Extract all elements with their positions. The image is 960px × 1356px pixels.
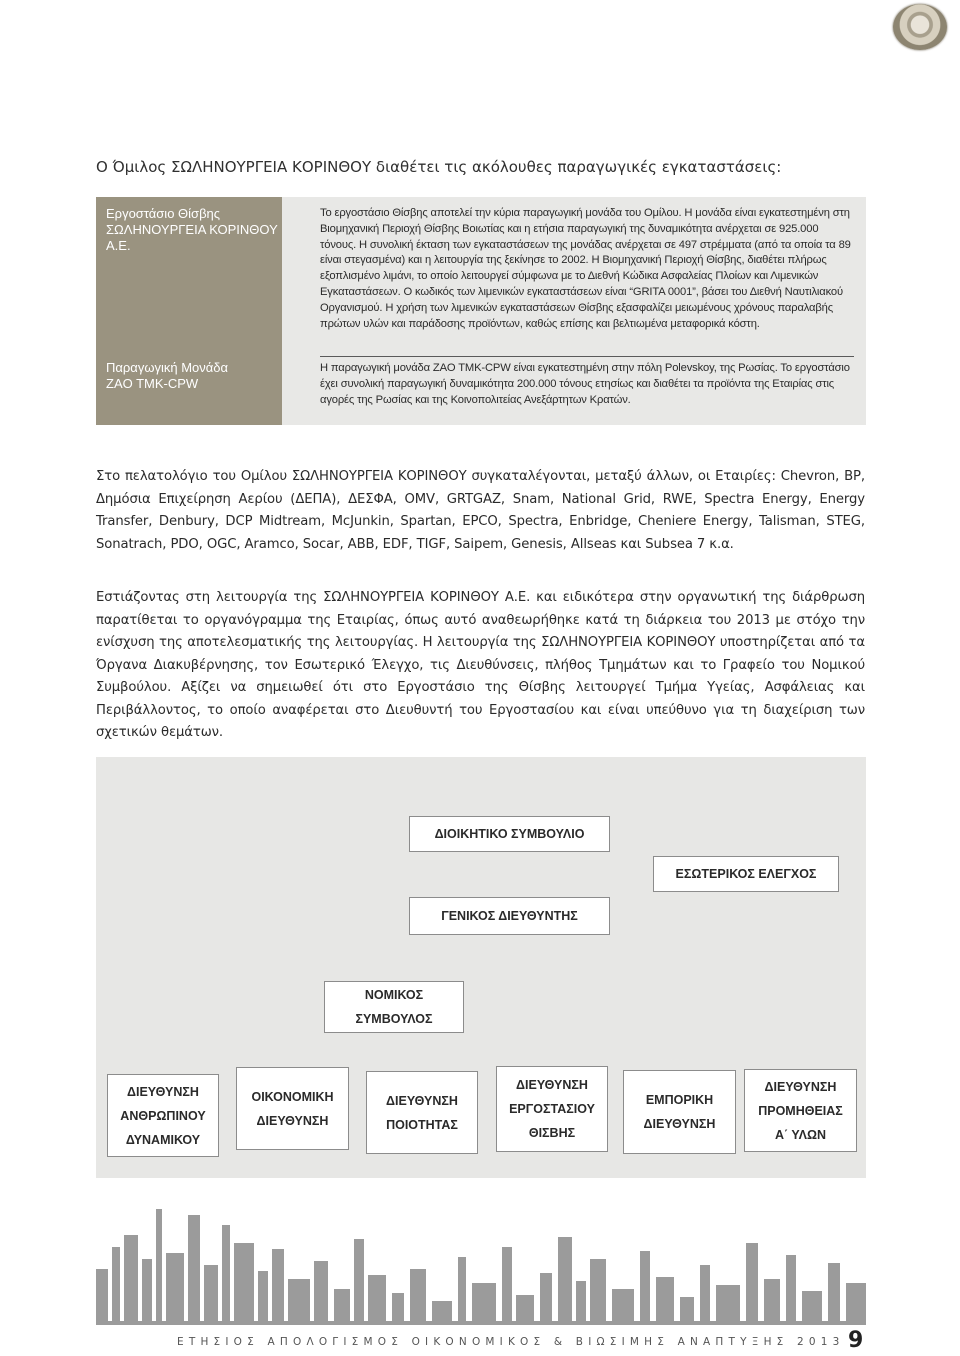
plant-title-thisvi: Εργοστάσιο Θίσβης ΣΩΛΗΝΟΥΡΓΕΙΑ ΚΟΡΙΝΘΟΥ Α.Ε. xyxy=(106,206,278,253)
page-number: 9 xyxy=(848,1328,864,1353)
plants-sidebar xyxy=(96,197,282,425)
footer-report-title: ΕΤΗΣΙΟΣ ΑΠΟΛΟΓΙΣΜΟΣ ΟΙΚΟΝΟΜΙΚΟΣ & ΒΙΩΣΙΜΗΣ ΑΝΑΠΤΥΞΗΣ 2013 xyxy=(177,1336,845,1348)
org-box-legal-advisor: ΝΟΜΙΚΟΣ ΣΥΜΒΟΥΛΟΣ xyxy=(324,981,464,1033)
footer-cityscape-illustration xyxy=(96,1185,866,1325)
plants-divider xyxy=(320,356,854,357)
org-box-dept-hr: ΔΙΕΥΘΥΝΣΗ ΑΝΘΡΩΠΙΝΟΥ ΔΥΝΑΜΙΚΟΥ xyxy=(107,1074,219,1157)
plant-title-tmk: Παραγωγική Μονάδα ZAO TMK-CPW xyxy=(106,360,229,391)
production-plants-panel xyxy=(96,197,866,425)
org-box-dept-quality: ΔΙΕΥΘΥΝΣΗ ΠΟΙΟΤΗΤΑΣ xyxy=(366,1071,478,1154)
company-emblem-icon xyxy=(893,4,947,50)
clients-paragraph: Στο πελατολόγιο του Ομίλου ΣΩΛΗΝΟΥΡΓΕΙΑ ΚΟΡΙΝΘΟΥ συγκαταλέγονται, μεταξύ άλλων, οι Εταιρίες: Chevron, BP, Δημόσια Επιχείρηση Αερίου (ΔΕΠΑ), ΔΕΣΦΑ, OMV, GRTGAZ, Snam, National Grid, RWE, Spectra Energy, Energy Transfer, Denbury, DCP Midtream, McJunkin, Spartan, EPCO, Spectra, Enbridge, Cheniere Energy, Talisman, STEG, Sonatrach, PDO, OGC, Aramco, Socar, ABB, EDF, TIGF, Saipem, Genesis, Allseas και Subsea 7 κ.α. xyxy=(96,469,865,552)
org-box-dept-procurement: ΔΙΕΥΘΥΝΣΗ ΠΡΟΜΗΘΕΙΑΣ Α΄ ΥΛΩΝ xyxy=(744,1069,857,1152)
org-box-dept-plant: ΔΙΕΥΘΥΝΣΗ ΕΡΓΟΣΤΑΣΙΟΥ ΘΙΣΒΗΣ xyxy=(496,1066,608,1152)
plant-description-tmk: Η παραγωγική μονάδα ZAO TMK-CPW είναι εγκατεστημένη στην πόλη Polevskoy, της Ρωσίας. Το εργοστάσιο έχει συνολική παραγωγική δυναμικότητα 200.000 τόνους ετησίως και διαθέτει τα προϊόντα της Εταιρίας στις αγορές της Ρωσίας και της Κοινοπολιτείας Ανεξάρτητων Κρατών. xyxy=(320,362,850,406)
org-chart xyxy=(96,757,866,1178)
org-box-dept-finance: ΟΙΚΟΝΟΜΙΚΗ ΔΙΕΥΘΥΝΣΗ xyxy=(236,1067,349,1150)
org-box-dept-commercial: ΕΜΠΟΡΙΚΗ ΔΙΕΥΘΥΝΣΗ xyxy=(623,1070,736,1154)
plant-description-thisvi: Το εργοστάσιο Θίσβης αποτελεί την κύρια παραγωγική μονάδα του Ομίλου. Η μονάδα είναι εγκατεστημένη στη Βιομηχανική Περιοχή Θίσβης Βοιωτίας και η ετήσια παραγωγική της δυναμικότητα ανέρχεται σε 925.000 τόνους. Η συνολική έκταση των εγκαταστάσεων της μονάδας ανέρχεται σε 497 στρέμματα (από τα οποία τα 89 είναι στεγασμένα) και η λειτουργία της ξεκίνησε το 2002. Η Βιομηχανική Περιοχή Θίσβης, διαθέτει πλήρως εξοπλισμένο λιμάνι, το οποίο λειτουργεί σύμφωνα με το Διεθνή Κώδικα Ασφαλείας Πλοίων και Λιμενικών Εγκαταστάσεων. Ο κωδικός των λιμενικών εγκαταστάσεων είναι “GRITA 0001”, βάσει του Διεθνή Ναυτιλιακού Οργανισμού. Η χρήση των λιμενικών εγκαταστάσεων Θίσβης εξασφαλίζει μειωμένους χρόνους παραλαβής πρώτων υλών και παράδοσης προϊόντων, καθώς επίσης και βελτιωμένα μεταφορικά κόστη. xyxy=(320,207,851,330)
org-box-general-manager: ΓΕΝΙΚΟΣ ΔΙΕΥΘΥΝΤΗΣ xyxy=(409,897,610,935)
org-box-board: ΔΙΟΙΚΗΤΙΚΟ ΣΥΜΒΟΥΛΙΟ xyxy=(409,816,610,852)
org-box-internal-audit: ΕΣΩΤΕΡΙΚΟΣ ΕΛΕΓΧΟΣ xyxy=(653,856,839,892)
intro-text: Ο Όμιλος ΣΩΛΗΝΟΥΡΓΕΙΑ ΚΟΡΙΝΘΟΥ διαθέτει τις ακόλουθες παραγωγικές εγκαταστάσεις: xyxy=(96,158,782,176)
organization-paragraph: Εστιάζοντας στη λειτουργία της ΣΩΛΗΝΟΥΡΓΕΙΑ ΚΟΡΙΝΘΟΥ Α.Ε. και ειδικότερα στην οργανωτική της διάρθρωση παρατίθεται το οργανόγραμμα της Εταιρίας, όπως αυτό αναθεωρήθηκε κατά τη διάρκεια του 2013 με στόχο την ενίσχυση της αποτελεσματικής της λειτουργίας. Η λειτουργία της ΣΩΛΗΝΟΥΡΓΕΙΑ ΚΟΡΙΝΘΟΥ υποστηρίζεται από τα Όργανα Διακυβέρνησης, τον Εσωτερικό Έλεγχο, τις Διευθύνσεις, πλήθος Τμημάτων και το Γραφείο του Νομικού Συμβούλου. Αξίζει να σημειωθεί ότι στο Εργοστάσιο της Θίσβης λειτουργεί Τμήμα Υγείας, Ασφάλειας και Περιβάλλοντος, το οποίο αναφέρεται στο Διευθυντή του Εργοστασίου και είναι υπεύθυνο για τη διαχείριση των σχετικών θεμάτων. xyxy=(96,590,865,740)
